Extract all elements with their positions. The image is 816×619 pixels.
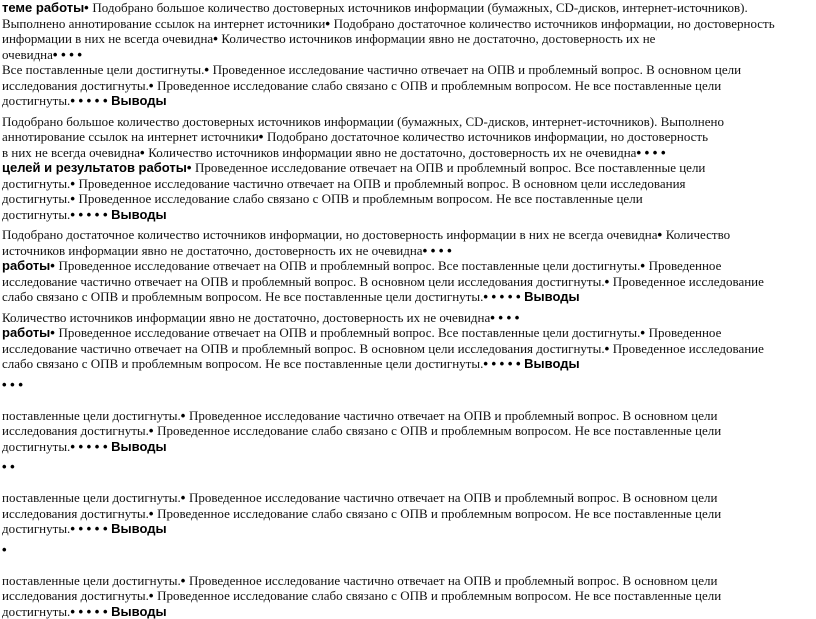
body-text: Проведенное исследование отвечает на ОПВ и проблемный вопрос. Все поставленные цели достигнуты. [58, 325, 640, 340]
text-line [2, 325, 814, 341]
bullet-marks: • • • • [636, 145, 665, 160]
text-line [2, 392, 814, 408]
bullet-marks: • • • [2, 377, 23, 392]
body-text: достигнуты. [2, 176, 70, 191]
body-text: очевидна [2, 47, 53, 62]
text-line [2, 588, 814, 604]
bullet-marks: • [2, 542, 7, 557]
bullet-marks: • [640, 325, 648, 340]
body-text: Все поставленные цели достигнуты. [2, 62, 204, 77]
body-text: поставленные цели достигнуты. [2, 490, 181, 505]
body-text: Проведенное исследование слабо связано с ОПВ и проблемным вопросом. Не все поставленные цели [157, 423, 721, 438]
body-text: Количество источников информации явно не достаточно, достоверность их не очевидна [148, 145, 636, 160]
text-line [2, 129, 814, 145]
text-line [2, 408, 814, 424]
bullet-marks: • [149, 588, 157, 603]
body-text: в них не всегда очевидна [2, 145, 140, 160]
bold-label: Выводы [111, 93, 166, 108]
bullet-marks: • [181, 490, 189, 505]
bold-label: теме работы [2, 0, 84, 15]
bullet-marks: • [140, 145, 148, 160]
body-text: Проведенное исследование частично отвечает на ОПВ и проблемный вопрос. В основном цели [213, 62, 741, 77]
bullet-marks: • [149, 423, 157, 438]
text-line [2, 542, 814, 558]
text-line [2, 207, 814, 223]
body-text: достигнуты. [2, 439, 70, 454]
text-line [2, 557, 814, 573]
text-line [2, 0, 814, 16]
bullet-marks: • • • • • [70, 521, 111, 536]
bullet-marks: • [658, 227, 666, 242]
text-line [2, 341, 814, 357]
bullet-marks: • [50, 325, 58, 340]
bold-label: Выводы [111, 207, 166, 222]
bullet-marks: • [605, 341, 613, 356]
text-line [2, 274, 814, 290]
body-text: Проведенное исследование [613, 274, 764, 289]
body-text: Проведенное исследование слабо связано с ОПВ и проблемным вопросом. Не все поставленные цели [78, 191, 642, 206]
text-block-6 [2, 459, 814, 537]
body-text: слабо связано с ОПВ и проблемным вопросом. Не все поставленные цели достигнуты. [2, 356, 483, 371]
text-line [2, 604, 814, 619]
bullet-marks: • • • • [490, 310, 519, 325]
bullet-marks: • • • • • [483, 356, 524, 371]
body-text: Проведенное исследование слабо связано с ОПВ и проблемным вопросом. Не все поставленные цели [157, 78, 721, 93]
text-block-3 [2, 227, 814, 305]
bullet-marks: • • • • [423, 243, 452, 258]
bold-label: целей и результатов работы [2, 160, 187, 175]
text-line [2, 47, 814, 63]
bullet-marks: • • • • • [70, 439, 111, 454]
text-line [2, 243, 814, 259]
bold-label: Выводы [524, 289, 579, 304]
text-line [2, 506, 814, 522]
text-block-1 [2, 0, 814, 109]
body-text: достигнуты. [2, 521, 70, 536]
bullet-marks: • [181, 408, 189, 423]
text-line [2, 93, 814, 109]
body-text: исследование частично отвечает на ОПВ и проблемный вопрос. В основном цели исследования достигнуты. [2, 274, 605, 289]
bullet-marks: • [181, 573, 189, 588]
text-line [2, 191, 814, 207]
body-text: Подобрано достаточное количество источников информации, но достоверность [267, 129, 708, 144]
body-text: Выполнено аннотирование ссылок на интернет источники [2, 16, 325, 31]
bullet-marks: • [149, 506, 157, 521]
bullet-marks: • [259, 129, 267, 144]
text-line [2, 310, 814, 326]
bullet-marks: • • • • • [70, 207, 111, 222]
bullet-marks: • [213, 31, 221, 46]
body-text: достигнуты. [2, 207, 70, 222]
text-block-7 [2, 542, 814, 619]
bold-label: работы [2, 258, 50, 273]
body-text: Проведенное исследование [613, 341, 764, 356]
text-line [2, 423, 814, 439]
body-text [2, 392, 5, 407]
body-text: поставленные цели достигнуты. [2, 408, 181, 423]
body-text: достигнуты. [2, 191, 70, 206]
bullet-marks: • [70, 176, 78, 191]
text-line [2, 439, 814, 455]
body-text: исследования достигнуты. [2, 506, 149, 521]
body-text: Проведенное исследование слабо связано с ОПВ и проблемным вопросом. Не все поставленные цели [157, 588, 721, 603]
body-text: достигнуты. [2, 93, 70, 108]
body-text: Проведенное исследование частично отвечает на ОПВ и проблемный вопрос. В основном цели [189, 490, 717, 505]
bullet-marks: • [50, 258, 58, 273]
body-text: Количество источников информации явно не достаточно, достоверность их не очевидна [2, 310, 490, 325]
body-text: Проведенное исследование отвечает на ОПВ и проблемный вопрос. Все поставленные цели достигнуты. [58, 258, 640, 273]
bold-label: Выводы [524, 356, 579, 371]
body-text: исследования достигнуты. [2, 588, 149, 603]
bullet-marks: • [325, 16, 333, 31]
body-text: Проведенное [649, 325, 722, 340]
text-line [2, 114, 814, 130]
bullet-marks: • [149, 78, 157, 93]
body-text: поставленные цели достигнуты. [2, 573, 181, 588]
bullet-marks: • [605, 274, 613, 289]
text-line [2, 160, 814, 176]
bullet-marks: • [640, 258, 648, 273]
text-line [2, 31, 814, 47]
body-text: исследование частично отвечает на ОПВ и проблемный вопрос. В основном цели исследования достигнуты. [2, 341, 605, 356]
body-text: Количество [666, 227, 730, 242]
bold-label: Выводы [111, 604, 166, 619]
body-text: информации в них не всегда очевидна [2, 31, 213, 46]
bold-label: работы [2, 325, 50, 340]
text-block-5 [2, 377, 814, 455]
text-line [2, 176, 814, 192]
body-text: Проведенное исследование слабо связано с ОПВ и проблемным вопросом. Не все поставленные цели [157, 506, 721, 521]
text-line [2, 475, 814, 491]
body-text: Проведенное исследование отвечает на ОПВ и проблемный вопрос. Все поставленные цели [195, 160, 705, 175]
bold-label: Выводы [111, 521, 166, 536]
body-text: Проведенное исследование частично отвечает на ОПВ и проблемный вопрос. В основном цели [189, 408, 717, 423]
text-line [2, 573, 814, 589]
text-line [2, 78, 814, 94]
body-text: Подобрано достаточное количество источников информации, но достоверность информации в них не всегда очевидна [2, 227, 658, 242]
text-line [2, 459, 814, 475]
body-text: исследования достигнуты. [2, 423, 149, 438]
text-line [2, 289, 814, 305]
body-text: достигнуты. [2, 604, 70, 619]
bullet-marks: • • • • • [70, 93, 111, 108]
text-block-4 [2, 310, 814, 372]
text-line [2, 377, 814, 393]
body-text: исследования достигнуты. [2, 78, 149, 93]
text-line [2, 356, 814, 372]
bullet-marks: • [187, 160, 195, 175]
body-text [2, 557, 5, 572]
text-line [2, 62, 814, 78]
body-text: Проведенное исследование частично отвечает на ОПВ и проблемный вопрос. В основном цели [189, 573, 717, 588]
text-line [2, 521, 814, 537]
body-text: Проведенное исследование частично отвечает на ОПВ и проблемный вопрос. В основном цели исследования [78, 176, 685, 191]
bold-label: Выводы [111, 439, 166, 454]
bullet-marks: • • • • • [70, 604, 111, 619]
body-text: Проведенное [649, 258, 722, 273]
body-text: аннотирование ссылок на интернет источники [2, 129, 259, 144]
bullet-marks: • [70, 191, 78, 206]
text-line [2, 490, 814, 506]
body-text [2, 475, 5, 490]
text-block-2 [2, 114, 814, 223]
body-text: слабо связано с ОПВ и проблемным вопросом. Не все поставленные цели достигнуты. [2, 289, 483, 304]
body-text: Подобрано большое количество достоверных источников информации (бумажных, CD-дисков, интернет-источников). [92, 0, 747, 15]
text-line [2, 16, 814, 32]
body-text: Количество источников информации явно не достаточно, достоверность их не [221, 31, 655, 46]
text-line [2, 227, 814, 243]
body-text: Подобрано достаточное количество источников информации, но достоверность [334, 16, 775, 31]
body-text: источников информации явно не достаточно, достоверность их не очевидна [2, 243, 423, 258]
body-text: Подобрано большое количество достоверных источников информации (бумажных, CD-дисков, интернет-источников). Выполнено [2, 114, 724, 129]
text-line [2, 145, 814, 161]
bullet-marks: • [84, 0, 92, 15]
bullet-marks: • • [2, 459, 15, 474]
bullet-marks: • • • • [53, 47, 82, 62]
bullet-marks: • [204, 62, 212, 77]
bullet-marks: • • • • • [483, 289, 524, 304]
text-line [2, 258, 814, 274]
